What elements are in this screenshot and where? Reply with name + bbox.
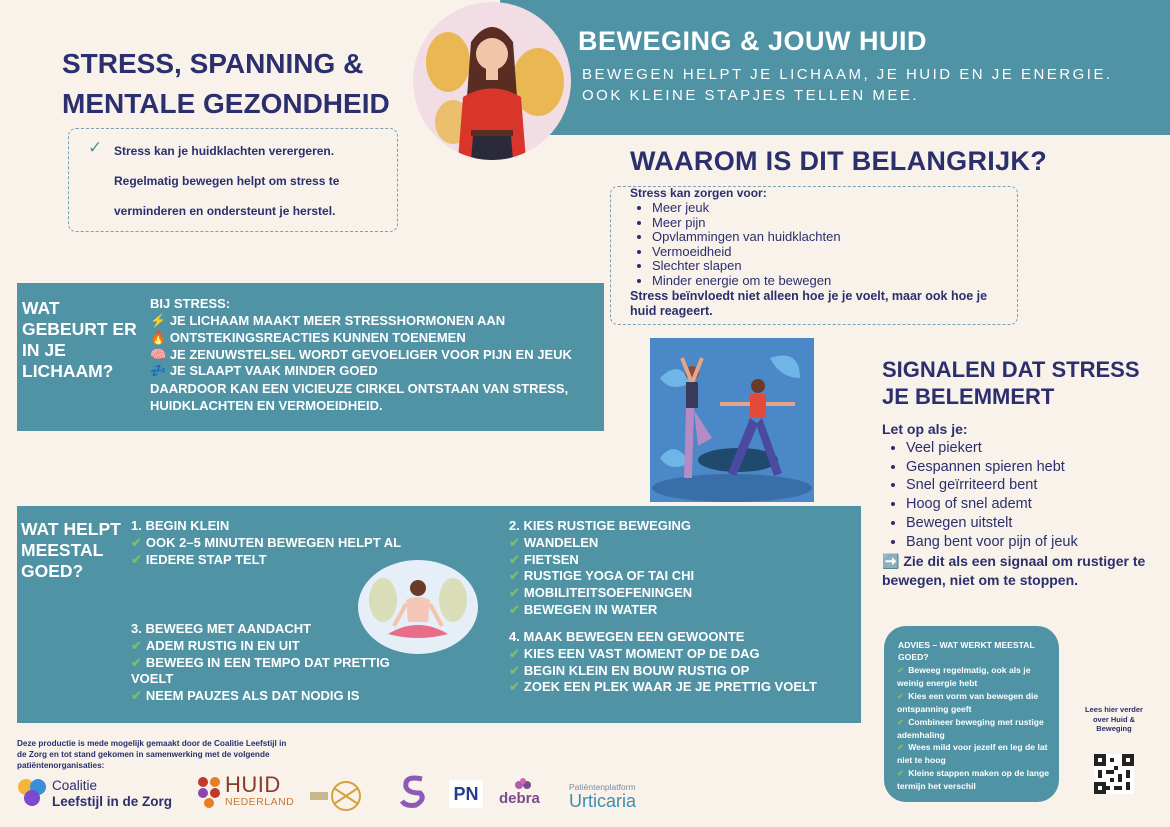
meditation-illustration [358, 560, 478, 654]
check-icon: ✔ [897, 742, 905, 753]
help-block-4 [509, 629, 854, 696]
hpv-logo [308, 778, 378, 819]
coalitie-logo: Coalitie Leefstijl in de Zorg [52, 778, 173, 809]
help-section-title: WAT HELPT MEESTAL GOED? [21, 519, 121, 581]
list-item: ✔ FIETSEN [509, 551, 579, 567]
pn-logo-text: PN [453, 784, 479, 804]
list-item: ✔ BEWEGEN IN WATER [509, 601, 658, 617]
advice-title: ADVIES – WAT WERKT MEESTAL GOED? [898, 640, 1035, 662]
list-item: ✔ BEWEEG IN EEN TEMPO DAT PRETTIG VOELT [131, 654, 390, 687]
check-icon: ✔ [509, 601, 520, 617]
footer-credit: Deze productie is mede mogelijk gemaakt door de Coalitie Leefstijl in de Zorg en tot stand gekomen in samenwerking met de volgende patiëntenorganisaties: [17, 739, 287, 770]
list-item: • Meer jeuk [652, 201, 841, 216]
qr-label: Lees hier verder over Huid & Beweging [1085, 705, 1143, 733]
stress-line-2: Regelmatig bewegen helpt om stress te [114, 174, 340, 188]
list-item: • Vermoeidheid [652, 245, 841, 260]
check-icon: ✔ [509, 645, 520, 661]
why-intro: Stress kan zorgen voor: [630, 186, 767, 200]
list-item: 🧠 JE ZENUWSTELSEL WORDT GEVOELIGER VOOR PIJN EN JEUK [150, 346, 572, 362]
list-item: ✔ MOBILITEITSOEFENINGEN [509, 585, 693, 601]
list-item: ✔ Combineer beweging met rustige ademhaling [897, 716, 1044, 740]
list-item: ✔ BEGIN KLEIN EN BOUW RUSTIG OP [509, 662, 750, 678]
why-section-title: WAAROM IS DIT BELANGRIJK? [630, 146, 1047, 176]
list-item: ✔ NEEM PAUZES ALS DAT NODIG IS [131, 688, 360, 704]
signals-intro: Let op als je: [882, 421, 968, 437]
list-item: ✔ RUSTIGE YOGA OF TAI CHI [509, 568, 695, 584]
stress-line-1: Stress kan je huidklachten verergeren. [114, 144, 335, 158]
list-item: ✔ ADEM RUSTIG IN EN UIT [131, 637, 300, 653]
debra-logo-text: debra [499, 790, 540, 807]
fire-icon: 🔥 [150, 329, 167, 345]
help-block-2 [509, 518, 849, 619]
page-title: BEWEGING & JOUW HUID [578, 26, 928, 56]
page-subtitle: BEWEGEN HELPT JE LICHAAM, JE HUID EN JE ENERGIE. OOK KLEINE STAPJES TELLEN MEE. [582, 66, 1113, 104]
signals-list [906, 439, 1078, 551]
huid-logo-subtext: NEDERLAND [225, 796, 295, 808]
list-item: ✔ Kleine stappen maken op de lange termijn het verschil [897, 768, 1050, 792]
help-block-heading: 2. KIES RUSTIGE BEWEGING [509, 518, 692, 533]
list-item: • Meer pijn [652, 216, 841, 231]
check-icon: ✔ [131, 551, 142, 567]
check-icon: ✔ [131, 654, 142, 670]
list-item: ✔ KIES EEN VAST MOMENT OP DE DAG [509, 645, 760, 661]
check-icon: ✔ [509, 534, 520, 550]
body-list [150, 313, 600, 380]
check-icon: ✔ [509, 679, 520, 695]
urticaria-logo-subtext: Patiëntenplatform [569, 782, 636, 792]
list-item: • Minder energie om te bewegen [652, 274, 841, 289]
check-icon: ✔ [897, 768, 905, 779]
check-icon: ✔ [509, 568, 520, 584]
brain-icon: 🧠 [150, 346, 167, 362]
list-item: • Gespannen spieren hebt [906, 458, 1078, 477]
yoga-illustration [650, 338, 814, 502]
qr-code[interactable] [1094, 754, 1134, 794]
huid-logo-text: HUID [225, 772, 281, 797]
check-icon: ✔ [131, 534, 142, 550]
list-item: ✔ IEDERE STAP TELT [131, 551, 267, 567]
signals-outro: ➡️ Zie dit als een signaal om rustiger te bewegen, niet om te stoppen. [882, 553, 1146, 588]
list-item: • Bang bent voor pijn of jeuk [906, 533, 1078, 552]
check-icon: ✔ [509, 585, 520, 601]
help-block-heading: 1. BEGIN KLEIN [131, 518, 230, 533]
check-icon: ✔ [131, 637, 142, 653]
stress-section-title: STRESS, SPANNING & MENTALE GEZONDHEID [62, 48, 390, 119]
list-item: • Slechter slapen [652, 259, 841, 274]
checkmark-icon: ✓ [88, 138, 103, 157]
body-section-title: WAT GEBEURT ER IN JE LICHAAM? [22, 298, 137, 381]
list-item: ✔ OOK 2–5 MINUTEN BEWEGEN HELPT AL [131, 534, 402, 550]
list-item: ✔ Beweeg regelmatig, ook als je weinig energie hebt [897, 665, 1031, 688]
urticaria-logo-text: Urticaria [569, 791, 637, 811]
lightning-icon: ⚡ [150, 313, 167, 328]
help-block-heading: 3. BEWEEG MET AANDACHT [131, 621, 312, 636]
s-organisation-logo [398, 773, 430, 814]
signals-section-title: SIGNALEN DAT STRESS JE BELEMMERT [882, 357, 1140, 409]
check-icon: ✔ [131, 688, 142, 704]
list-item: • Snel geïrriteerd bent [906, 476, 1078, 495]
why-list [652, 201, 841, 289]
woman-illustration [413, 2, 571, 160]
stress-line-3: verminderen en ondersteunt je herstel. [114, 204, 336, 218]
why-outro: Stress beïnvloedt niet alleen hoe je je voelt, maar ook hoe je huid reageert. [630, 289, 988, 318]
check-icon: ✔ [897, 665, 905, 675]
sleep-icon: 💤 [150, 363, 167, 379]
list-item: ✔ WANDELEN [509, 534, 599, 550]
check-icon: ✔ [897, 716, 905, 727]
advice-list [897, 664, 1055, 793]
check-icon: ✔ [509, 662, 520, 678]
check-icon: ✔ [509, 551, 520, 567]
coalitie-logo-mark [17, 778, 47, 813]
list-item: 💤 JE SLAAPT VAAK MINDER GOED [150, 363, 378, 379]
huid-nederland-logo-mark [196, 775, 224, 814]
list-item: 🔥 ONTSTEKINGSREACTIES KUNNEN TOENEMEN [150, 329, 466, 345]
arrow-right-icon: ➡️ [882, 553, 900, 569]
list-item: ✔ ZOEK EEN PLEK WAAR JE JE PRETTIG VOELT [509, 679, 817, 695]
list-item: ⚡ JE LICHAAM MAAKT MEER STRESSHORMONEN AAN [150, 313, 506, 328]
list-item: • Opvlammingen van huidklachten [652, 230, 841, 245]
list-item: ✔ Kies een vorm van bewegen die ontspanning geeft [897, 690, 1039, 714]
list-item: • Veel piekert [906, 439, 1078, 458]
list-item: • Hoog of snel ademt [906, 495, 1078, 514]
pn-logo [449, 780, 483, 813]
check-icon: ✔ [897, 690, 905, 701]
list-item: • Bewegen uitstelt [906, 514, 1078, 533]
body-outro: DAARDOOR KAN EEN VICIEUZE CIRKEL ONTSTAAN VAN STRESS, HUIDKLACHTEN EN VERMOEIDHEID. [150, 381, 569, 413]
body-intro: BIJ STRESS: [150, 296, 231, 311]
list-item: ✔ Wees mild voor jezelf en leg de lat niet te hoog [897, 742, 1048, 766]
help-block-1 [131, 518, 491, 568]
help-block-heading: 4. MAAK BEWEGEN EEN GEWOONTE [509, 629, 745, 644]
stress-info-text [114, 136, 384, 226]
